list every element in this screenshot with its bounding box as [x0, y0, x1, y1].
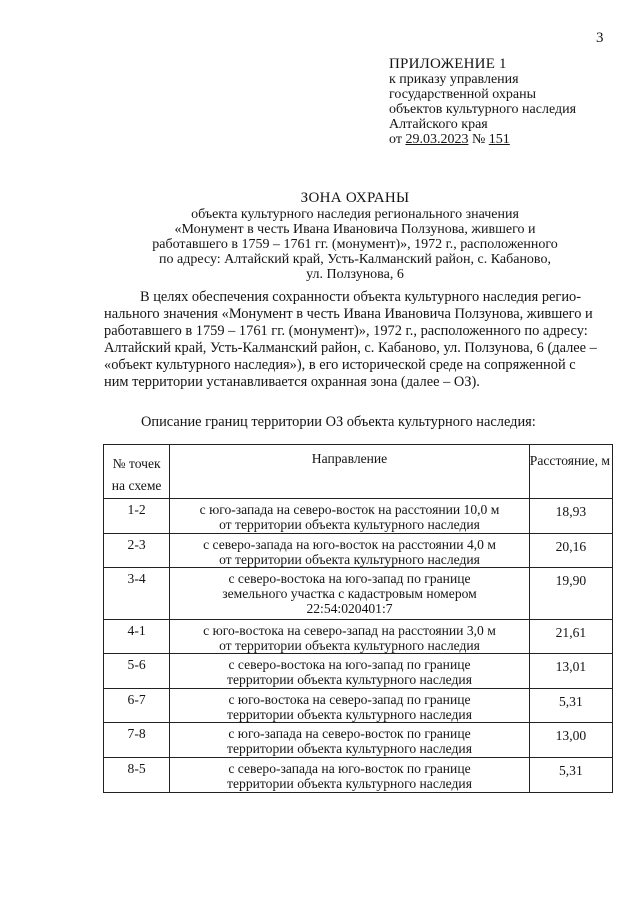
row-point: 6-7 — [127, 692, 146, 707]
row-distance: 18,93 — [555, 504, 587, 519]
row-distance: 13,01 — [555, 659, 587, 674]
zone-subtitle-line: «Монумент в честь Ивана Ивановича Ползунова, жившего и — [174, 222, 536, 237]
header-point-line2: на схеме — [111, 478, 162, 493]
header-distance: Расстояние, м — [529, 445, 612, 499]
row-distance: 13,00 — [555, 728, 587, 743]
header-point-line1: № точек — [112, 456, 161, 471]
row-distance: 5,31 — [558, 763, 583, 778]
zone-heading — [110, 191, 600, 282]
table-row — [104, 534, 613, 568]
row-direction: с северо-запада на юго-восток на расстоянии 4,0 м от территории объекта культурного наследия — [203, 537, 496, 567]
row-point: 4-1 — [127, 623, 146, 638]
header-direction: Направление — [170, 445, 530, 499]
appendix-title: ПРИЛОЖЕНИЕ 1 — [389, 56, 507, 72]
appendix-order-line — [389, 132, 619, 147]
intro-line: нального значения «Монумент в честь Ивана Ивановича Ползунова, жившего и — [104, 306, 593, 322]
intro-paragraph — [104, 289, 612, 391]
header-point — [104, 445, 170, 499]
row-direction: с юго-востока на северо-запад по границе территории объекта культурного наследия — [227, 692, 472, 722]
intro-line: ним территории устанавливается охранная зона (далее – ОЗ). — [104, 374, 480, 390]
row-point: 3-4 — [127, 571, 146, 586]
zone-title: ЗОНА ОХРАНЫ — [300, 190, 410, 206]
row-distance: 5,31 — [558, 694, 583, 709]
order-date: 29.03.2023 — [405, 132, 469, 147]
zone-subtitle-line: работавшего в 1759 – 1761 гг. (монумент)», 1972 г., расположенного — [152, 237, 558, 252]
date-prefix: от — [389, 132, 406, 147]
row-direction: с северо-востока на юго-запад по границе земельного участка с кадастровым номером 22:54:020401:7 — [222, 571, 477, 616]
row-distance: 19,90 — [555, 573, 587, 588]
appendix-line: объектов культурного наследия — [389, 102, 577, 117]
row-point: 5-6 — [127, 657, 146, 672]
table-row — [104, 758, 613, 793]
appendix-line: к приказу управления — [389, 72, 519, 87]
row-direction: с северо-востока на юго-запад по границе территории объекта культурного наследия — [227, 657, 472, 687]
row-point: 1-2 — [127, 502, 146, 517]
table-row — [104, 689, 613, 723]
number-prefix: № — [468, 132, 489, 147]
table-row — [104, 568, 613, 620]
order-number: 151 — [488, 132, 510, 147]
appendix-line: Алтайского края — [389, 117, 488, 132]
table-row — [104, 499, 613, 534]
appendix-line: государственной охраны — [389, 87, 537, 102]
row-point: 7-8 — [127, 726, 146, 741]
row-point: 2-3 — [127, 537, 146, 552]
borders-table — [103, 444, 613, 793]
table-caption: Описание границ территории ОЗ объекта культурного наследия: — [141, 414, 536, 430]
row-direction: с юго-востока на северо-запад на расстоянии 3,0 м от территории объекта культурного наследия — [203, 623, 496, 653]
intro-line: В целях обеспечения сохранности объекта культурного наследия регио- — [140, 289, 582, 305]
appendix-block — [389, 57, 619, 147]
row-direction: с юго-запада на северо-восток по границе территории объекта культурного наследия — [227, 726, 472, 756]
intro-line: Алтайский край, Усть-Калманский район, с. Кабаново, ул. Ползунова, 6 (далее – — [104, 340, 597, 356]
row-distance: 20,16 — [555, 539, 587, 554]
table-row — [104, 723, 613, 758]
zone-subtitle-line: по адресу: Алтайский край, Усть-Калманский район, с. Кабаново, — [159, 252, 551, 267]
intro-line: работавшего в 1759 – 1761 гг. (монумент)», 1972 г., расположенного по адресу: — [104, 323, 588, 339]
zone-subtitle-line: объекта культурного наследия регионального значения — [191, 207, 519, 222]
row-direction: с северо-запада на юго-восток по границе территории объекта культурного наследия — [227, 761, 472, 791]
table-row — [104, 620, 613, 654]
intro-line: «объект культурного наследия»), в его исторической среде на сопряженной с — [104, 357, 576, 373]
page-number: 3 — [596, 30, 604, 46]
table-header-row — [104, 445, 613, 499]
row-distance: 21,61 — [555, 625, 587, 640]
row-direction: с юго-запада на северо-восток на расстоянии 10,0 м от территории объекта культурного наследия — [199, 502, 500, 532]
row-point: 8-5 — [127, 761, 146, 776]
zone-subtitle-line: ул. Ползунова, 6 — [306, 267, 404, 282]
table-row — [104, 654, 613, 689]
